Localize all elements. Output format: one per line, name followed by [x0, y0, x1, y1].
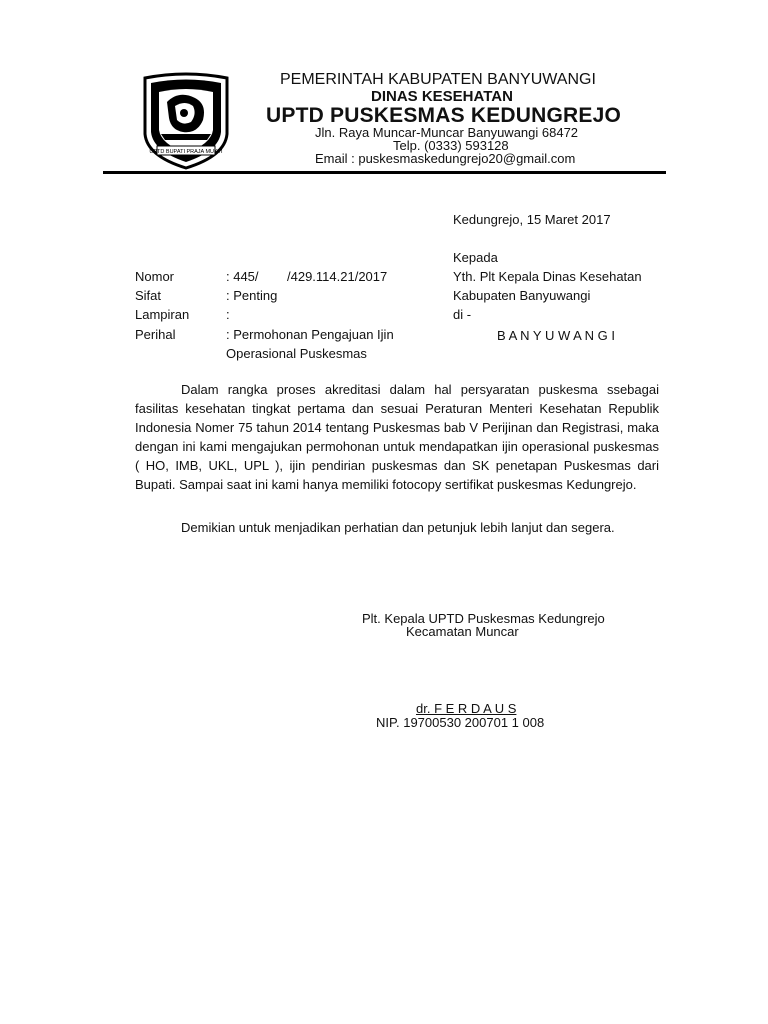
recipient-line1: Yth. Plt Kepala Dinas Kesehatan: [453, 269, 642, 284]
body-paragraph: Dalam rangka proses akreditasi dalam hal persyaratan puskesma ssebagai fasilitas kesehatan tingkat pertama dan sesuai Peraturan Menteri Kesehatan Republik Indonesia Nomer 75 tahun 2014 tentang Puskesmas bab V Perijinan dan Registrasi, maka dengan ini kami mengajukan permohonan untuk mendapatkan ijin operasional puskesmas ( HO, IMB, UKL, UPL ), ijin pendirian puskesmas dan SK penetapan Puskesmas dari Bupati. Sampai saat ini kami hanya memiliki fotocopy sertifikat puskesmas Kedungrejo.: [135, 382, 659, 492]
government-emblem-logo: [137, 72, 235, 172]
recipient-line3: di -: [453, 307, 472, 322]
lampiran-label: Lampiran: [135, 307, 190, 322]
perihal-value: : Permohonan Pengajuan Ijin: [226, 327, 394, 342]
letterhead-department: DINAS KESEHATAN: [371, 88, 513, 105]
nomor-label: Nomor: [135, 269, 175, 284]
letter-date: Kedungrejo, 15 Maret 2017: [453, 212, 611, 227]
nomor-value-suffix: /429.114.21/2017: [287, 269, 388, 284]
letterhead-address: Jln. Raya Muncar-Muncar Banyuwangi 68472: [315, 125, 579, 140]
recipient-city: B A N Y U W A N G I: [497, 328, 616, 343]
sifat-label: Sifat: [135, 288, 162, 303]
closing-sentence: Demikian untuk menjadikan perhatian dan petunjuk lebih lanjut dan segera.: [181, 520, 615, 535]
emblem-motto: UPTD BUPATI PRAJA MUKTI: [149, 149, 223, 155]
sifat-value: : Penting: [226, 288, 278, 303]
letterhead-government: PEMERINTAH KABUPATEN BANYUWANGI: [280, 71, 596, 88]
nomor-value: : 445/: [226, 269, 259, 284]
letter-body: [135, 380, 659, 494]
signatory-nip: NIP. 19700530 200701 1 008: [376, 715, 545, 730]
emblem-icon: [137, 72, 235, 172]
signature-subtitle: Kecamatan Muncar: [406, 624, 519, 639]
recipient-line2: Kabupaten Banyuwangi: [453, 288, 591, 303]
signature-title: Plt. Kepala UPTD Puskesmas Kedungrejo: [362, 611, 605, 626]
perihal-value-line2: Operasional Puskesmas: [226, 346, 367, 361]
lampiran-value: :: [226, 307, 230, 322]
letterhead-institution: UPTD PUSKESMAS KEDUNGREJO: [266, 104, 622, 127]
signatory-name: dr. F E R D A U S: [416, 701, 517, 716]
letterhead-email: Email : puskesmaskedungrejo20@gmail.com: [315, 151, 576, 166]
letterhead-phone: Telp. (0333) 593128: [393, 138, 509, 153]
recipient-kepada: Kepada: [453, 250, 498, 265]
perihal-label: Perihal: [135, 327, 176, 342]
letterhead-divider: [103, 171, 666, 174]
